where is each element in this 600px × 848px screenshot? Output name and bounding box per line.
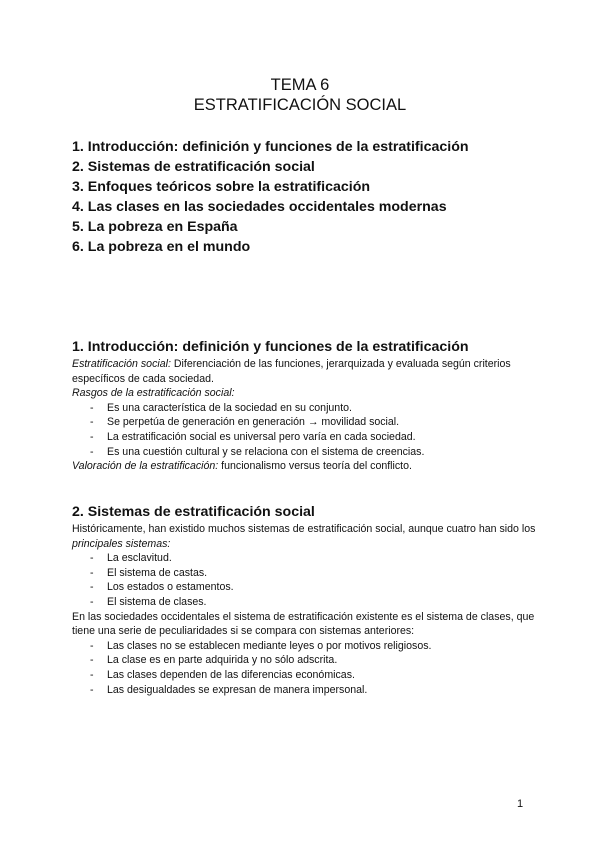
document-title: TEMA 6 xyxy=(270,76,330,94)
list-item: - Los estados o estamentos. xyxy=(72,580,542,595)
document-subtitle: ESTRATIFICACIÓN SOCIAL xyxy=(193,96,407,114)
list-item: - Las clases dependen de las diferencias económicas. xyxy=(72,668,542,683)
section-heading: 1. Introducción: definición y funciones de la estratificación xyxy=(72,339,469,355)
rasgos-list xyxy=(72,401,542,459)
definition-paragraph xyxy=(72,357,542,386)
section-sistemas xyxy=(72,502,542,697)
list-item: - Es una cuestión cultural y se relaciona con el sistema de creencias. xyxy=(72,445,542,460)
list-item: - Se perpetúa de generación en generación → movilidad social. xyxy=(72,415,542,430)
intro-italic: principales sistemas: xyxy=(72,537,171,550)
toc-item: 3. Enfoques teóricos sobre la estratificación xyxy=(72,179,371,195)
list-item: - El sistema de castas. xyxy=(72,566,542,581)
section-introduccion xyxy=(72,337,542,474)
intro-text: Históricamente, han existido muchos sistemas de estratificación social, aunque cuatro han sido los xyxy=(72,523,536,535)
clases-paragraph: En las sociedades occidentales el sistema de estratificación existente es el sistema de clases, que tiene una serie de peculiaridades si se compara con sistemas anteriores: xyxy=(72,610,535,638)
table-of-contents xyxy=(72,137,469,257)
list-item: - Es una característica de la sociedad en su conjunto. xyxy=(72,401,542,416)
list-item: - El sistema de clases. xyxy=(72,595,542,610)
page-number: 1 xyxy=(517,798,524,810)
peculiaridades-list xyxy=(72,639,542,697)
definition-label: Estratificación social: xyxy=(72,358,171,370)
toc-item: 4. Las clases en las sociedades occidentales modernas xyxy=(72,199,447,215)
toc-item: 2. Sistemas de estratificación social xyxy=(72,159,315,175)
sistemas-list xyxy=(72,551,542,609)
intro-paragraph xyxy=(72,522,542,551)
section-heading: 2. Sistemas de estratificación social xyxy=(72,504,315,520)
valoracion-paragraph xyxy=(72,459,542,474)
rasgos-label: Rasgos de la estratificación social: xyxy=(72,387,235,400)
valoracion-text: funcionalismo versus teoría del conflicto. xyxy=(218,460,412,473)
list-item: - Las desigualdades se expresan de manera impersonal. xyxy=(72,683,542,698)
toc-item: 5. La pobreza en España xyxy=(72,219,238,235)
valoracion-label: Valoración de la estratificación: xyxy=(72,460,219,473)
list-item: - La esclavitud. xyxy=(72,551,542,566)
toc-item: 6. La pobreza en el mundo xyxy=(72,239,251,255)
toc-item: 1. Introducción: definición y funciones de la estratificación xyxy=(72,139,469,155)
list-item: - Las clases no se establecen mediante leyes o por motivos religiosos. xyxy=(72,639,542,654)
definition-text: Diferenciación de las funciones, jerarquizada y evaluada según criterios específicos de cada sociedad. xyxy=(72,358,511,385)
list-item: - La clase es en parte adquirida y no sólo adscrita. xyxy=(72,653,542,668)
list-item: - La estratificación social es universal pero varía en cada sociedad. xyxy=(72,430,542,445)
